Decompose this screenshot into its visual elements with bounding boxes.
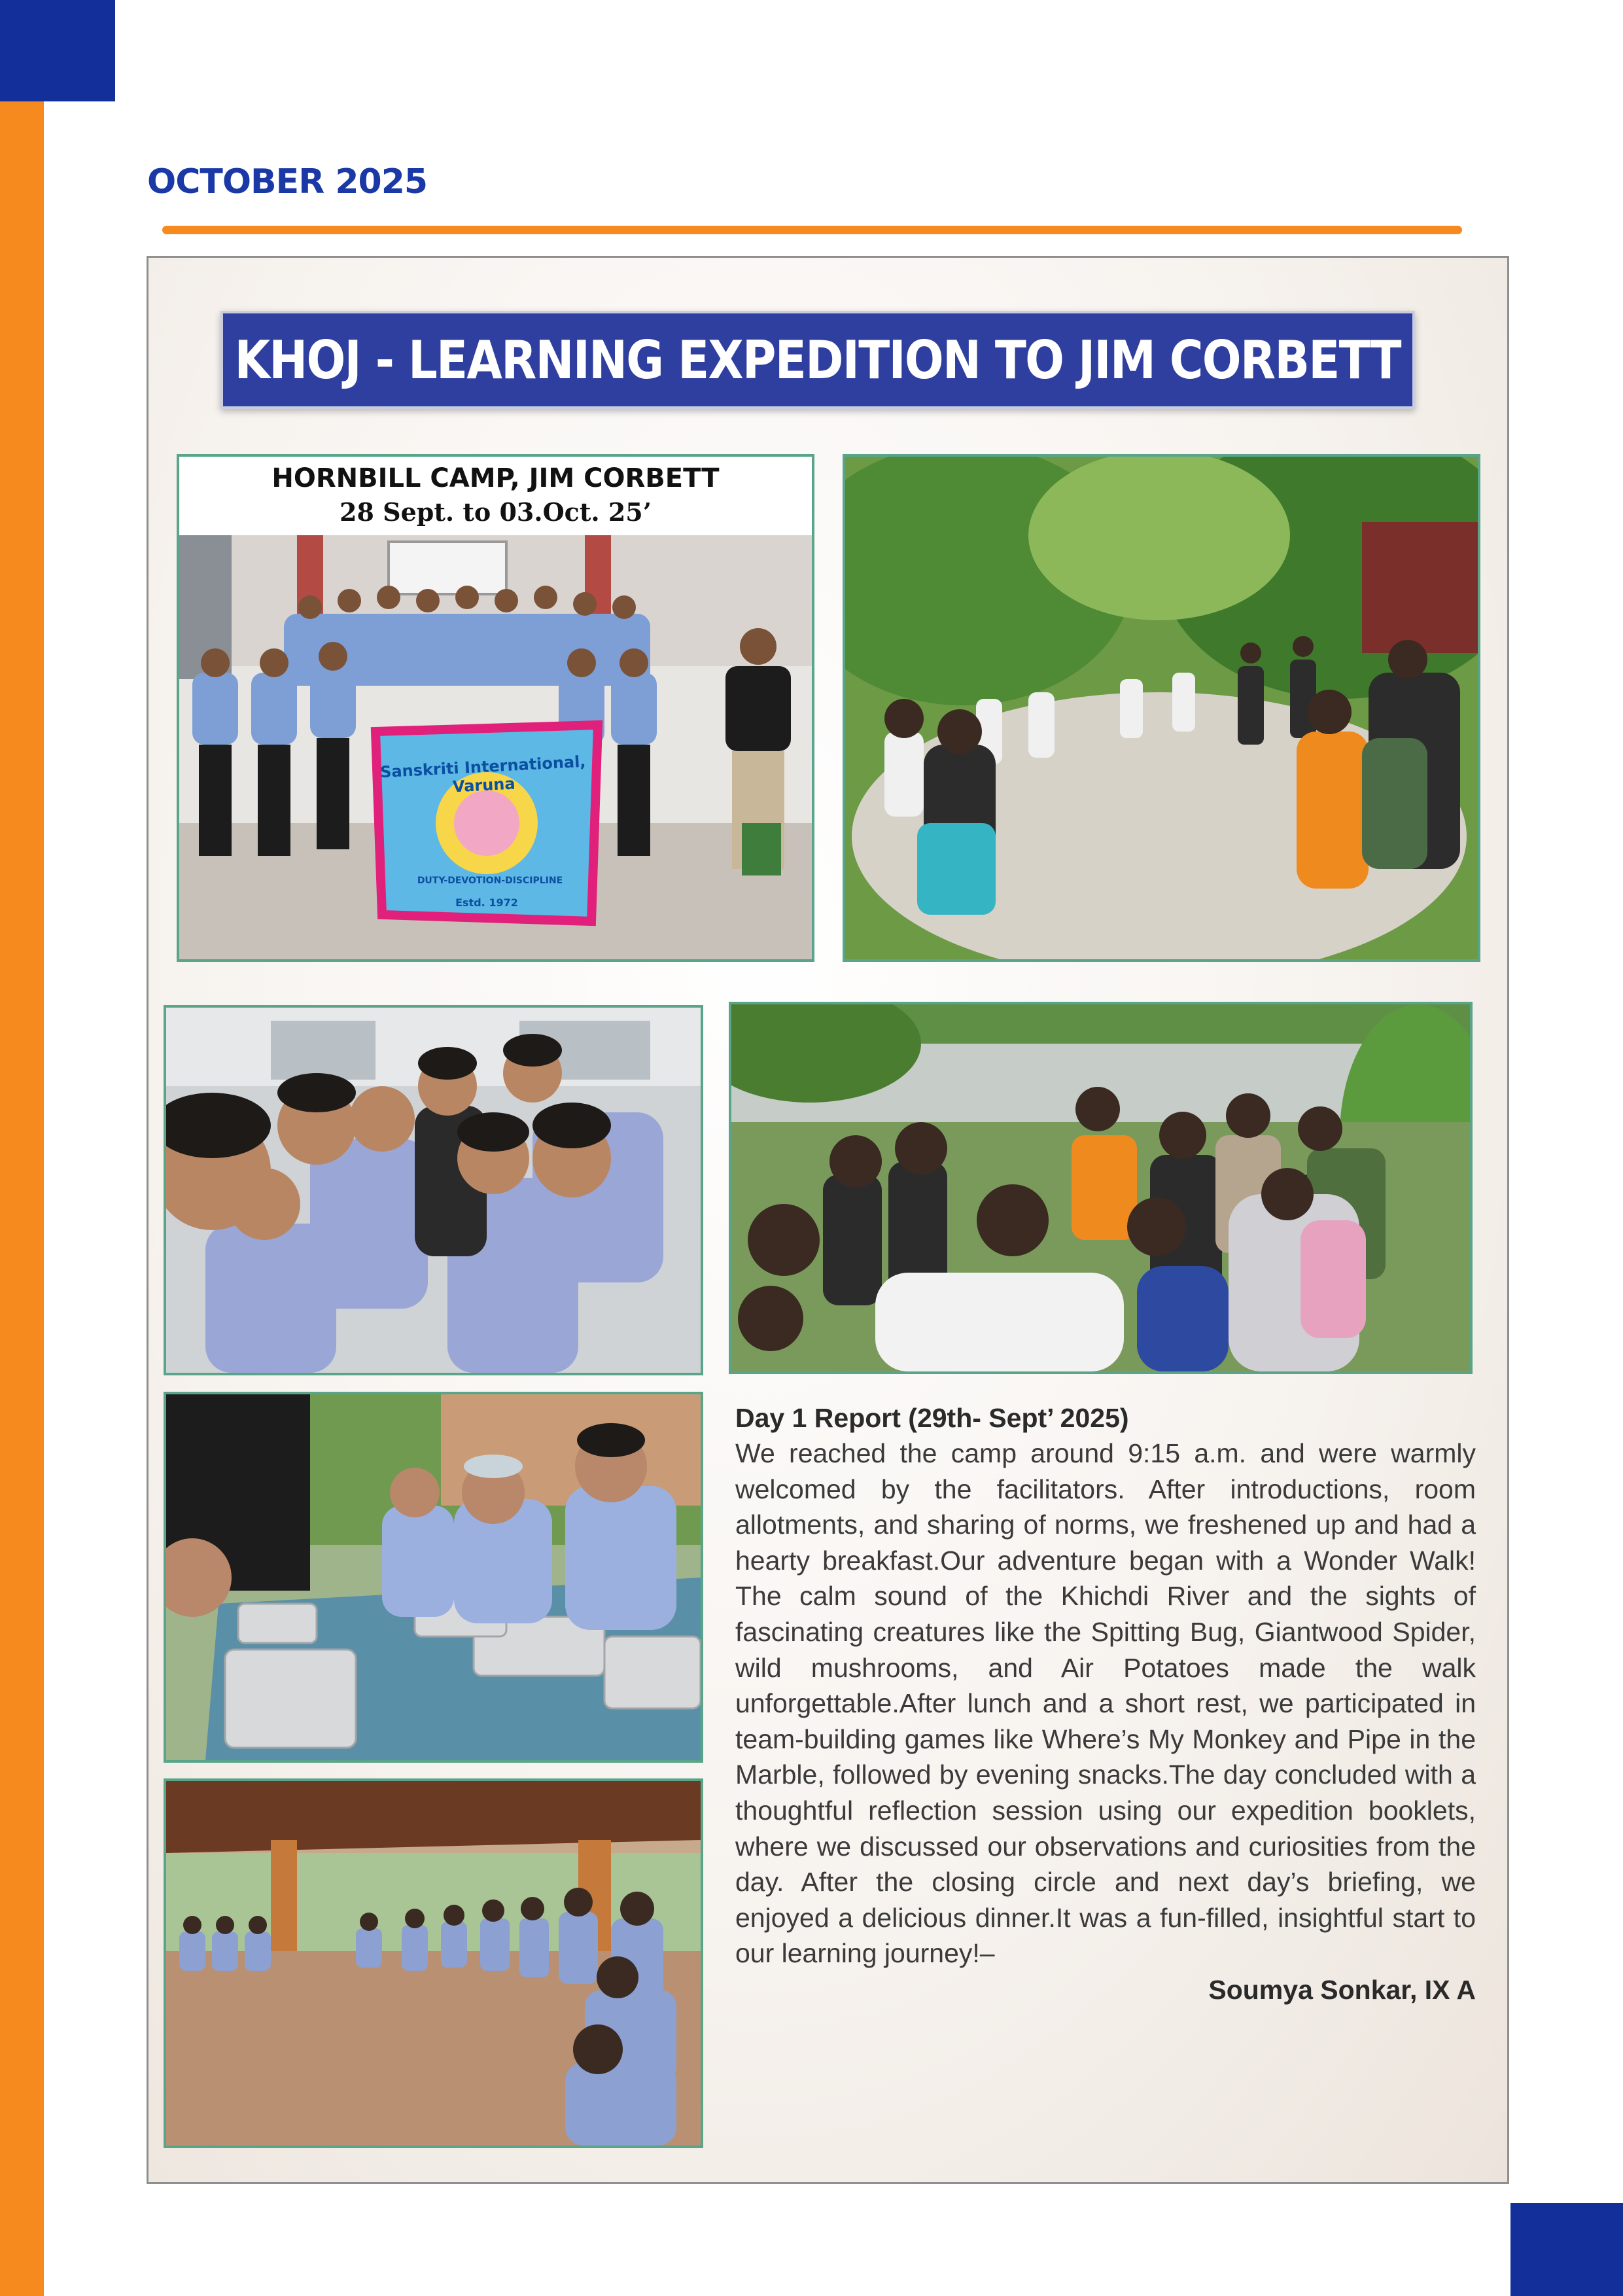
photo-pavilion-gathering <box>164 1778 703 2148</box>
article-title: KHOJ - LEARNING EXPEDITION TO JIM CORBETT <box>234 329 1401 391</box>
train-selfie-image <box>166 1008 701 1373</box>
report-heading: Day 1 Report (29th- Sept’ 2025) <box>735 1403 1129 1433</box>
day1-report <box>735 1400 1476 2008</box>
river-briefing-image <box>731 1004 1470 1371</box>
report-author: Soumya Sonkar, IX A <box>1208 1974 1476 2005</box>
photo-breakfast-table <box>164 1392 703 1763</box>
flag-motto: DUTY-DEVOTION-DISCIPLINE <box>417 875 563 886</box>
photo-forest-walk <box>843 454 1480 962</box>
flag-established: Estd. 1972 <box>455 896 518 909</box>
photo-caption-header <box>179 457 812 535</box>
corner-block-top-left <box>0 0 115 101</box>
corner-block-bottom-right <box>1510 2203 1623 2296</box>
article-title-banner <box>220 311 1415 409</box>
pavilion-gathering-image <box>166 1781 701 2146</box>
breakfast-table-image <box>166 1394 701 1760</box>
camp-name: HORNBILL CAMP, JIM CORBETT <box>271 463 720 493</box>
photo-train-selfie <box>164 1005 703 1375</box>
left-accent-strip <box>0 101 44 2296</box>
header-divider <box>162 226 1462 234</box>
forest-walk-image <box>845 457 1478 959</box>
page-month: OCTOBER 2025 <box>147 162 428 202</box>
camp-dates: 28 Sept. to 03.Oct. 25’ <box>340 497 652 527</box>
photo-river-briefing <box>729 1002 1473 1374</box>
photo-group-hornbill-camp <box>177 454 814 962</box>
report-body: We reached the camp around 9:15 a.m. and were warmly welcomed by the facilitators. After introductions, room allotments, and sharing of norms, we freshened up and had a hearty breakfast.Our adventure began with a Wonder Walk! The calm sound of the Khichdi River and the sights of fascinating creatures like the Spitting Bug, Giantwood Spider, wild mushrooms, and Air Potatoes made the walk unforgettable.After lunch and a short rest, we participated in team-building games like Where’s My Monkey and Pipe in the Marble, followed by evening snacks.The day concluded with a thoughtful reflection session using our expedition booklets, where we discussed our observations and curiosities from the day. After the closing circle and next day’s briefing, we enjoyed a delicious dinner.It was a fun-filled, insightful start to our learning journey!– <box>735 1438 1476 1969</box>
flag-school-name: Sanskriti International, Varuna <box>379 752 587 796</box>
